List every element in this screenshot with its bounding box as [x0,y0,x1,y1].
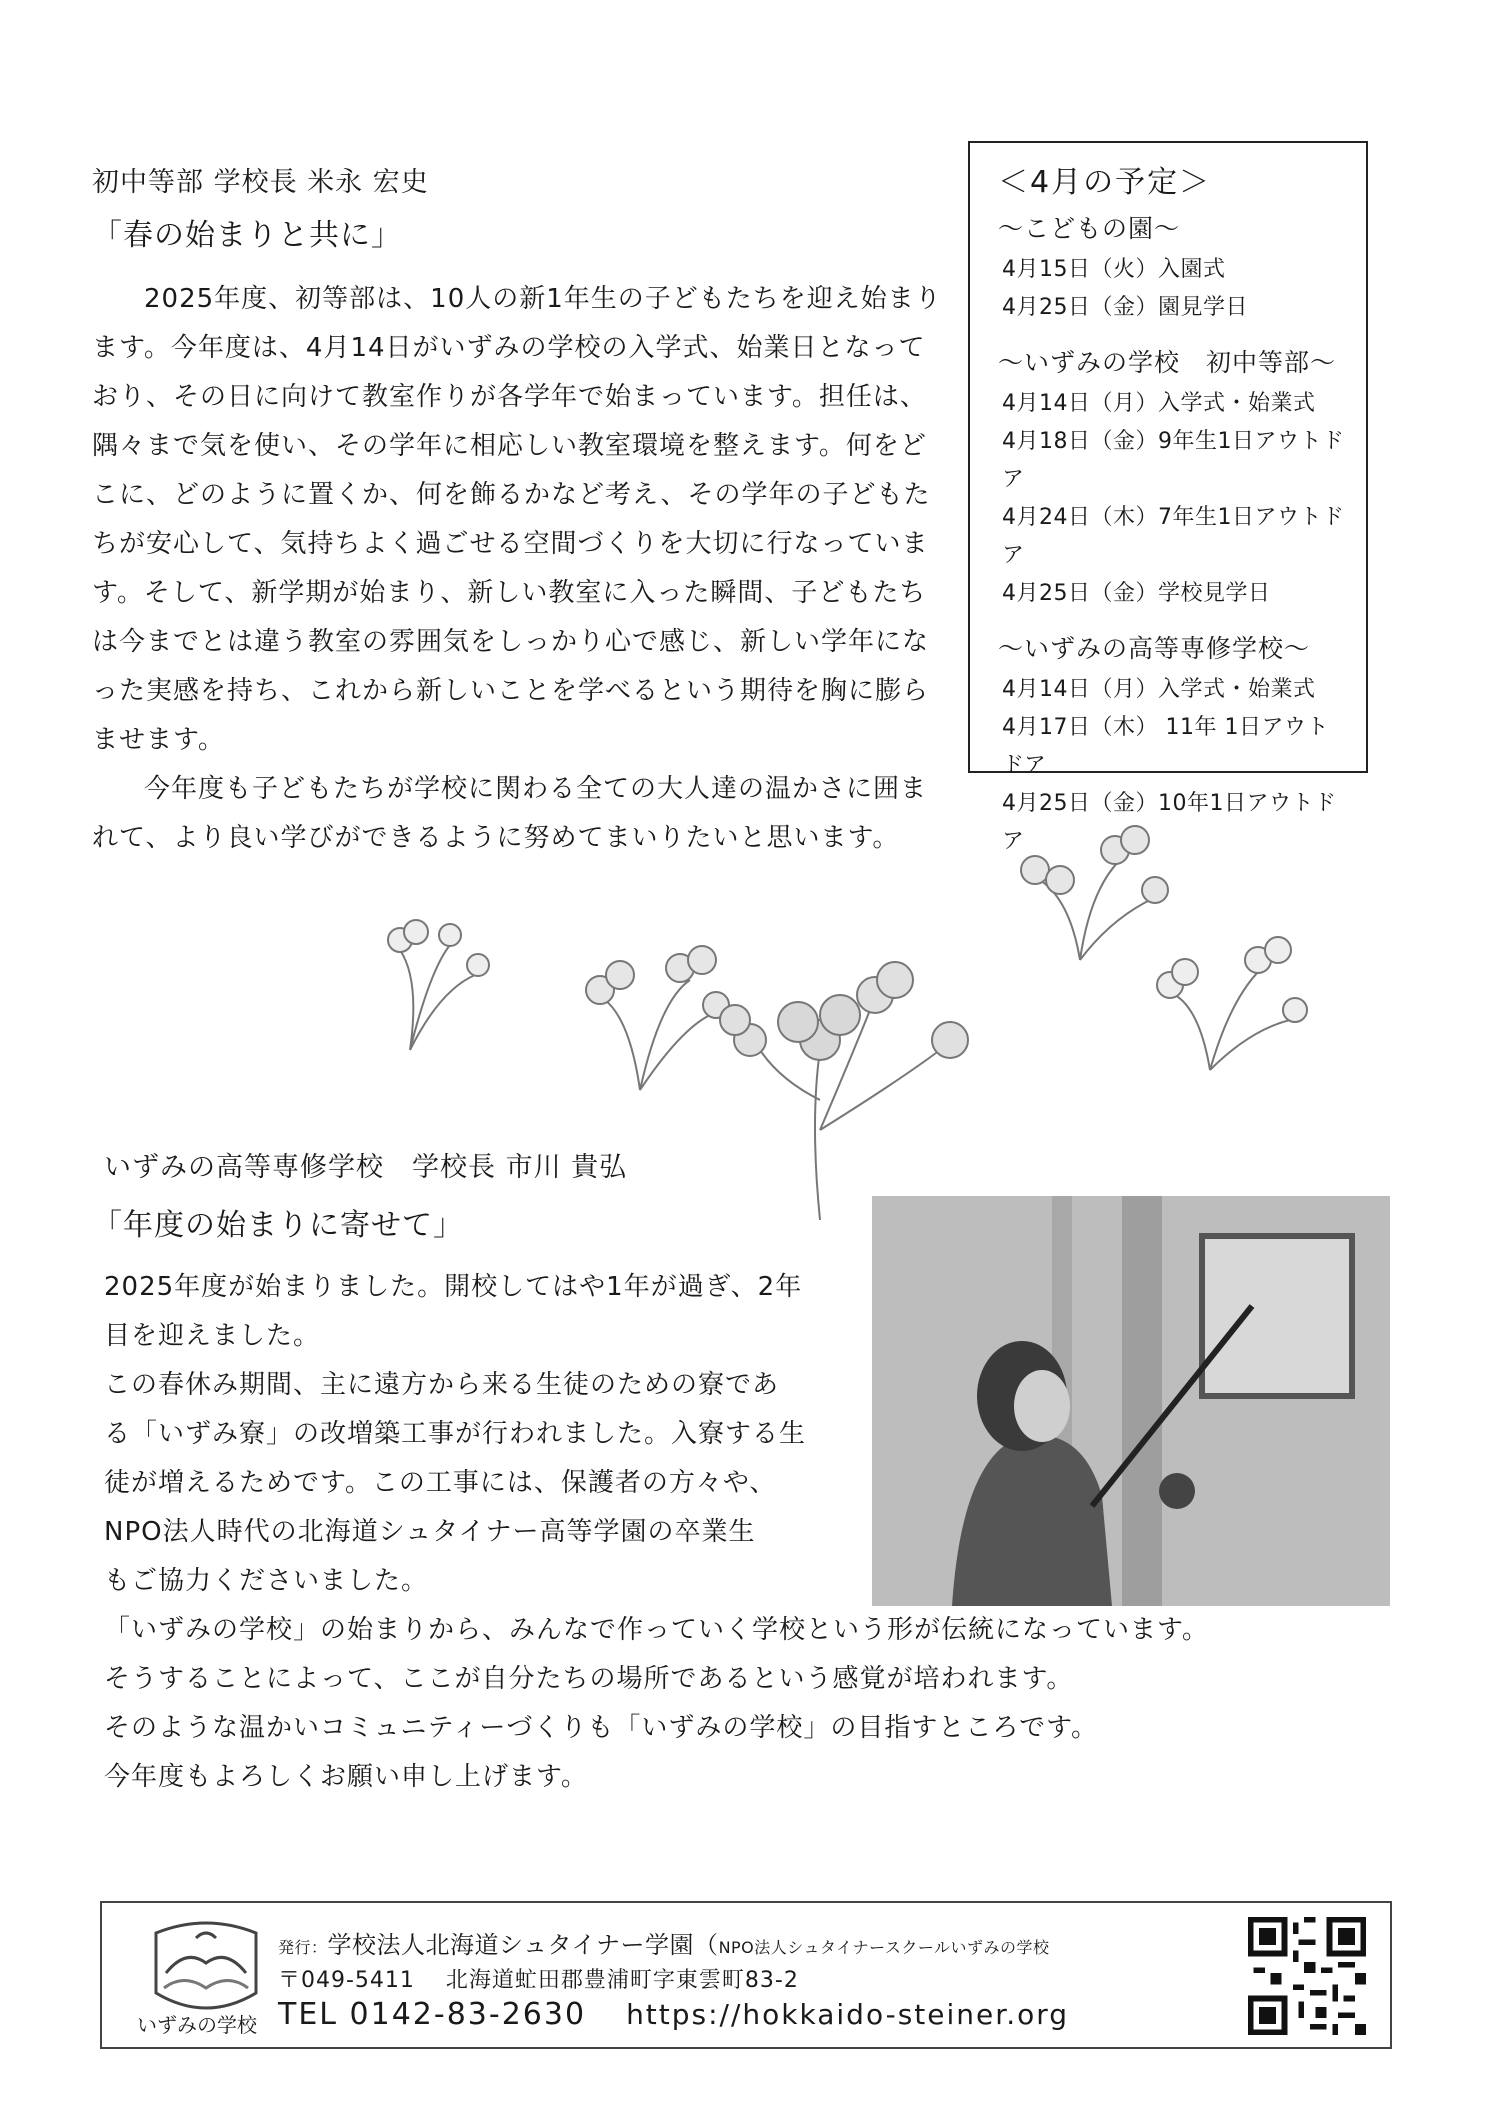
schedule-item: 4月24日（木）7年生1日アウトドア [1002,505,1345,568]
publisher-sub: NPO法人シュタイナースクールいずみの学校 [718,1938,1050,1957]
schedule-title: ＜4月の予定＞ [998,165,1212,200]
schedule-group-heading: ～いずみの高等専修学校～ [998,634,1311,663]
section2-line: そうすることによって、ここが自分たちの場所であるという感覚が培われます。 [104,1664,1074,1694]
section1-paragraph: 2025年度、初等部は、10人の新1年生の子どもたちを迎え始まります。今年度は、4月14日がいずみの学校の入学式、始業日となっており、その日に向けて教室作りが各学年で始まっています。担任は、隅々まで気を使い、その学年に相応しい教室環境を整えます。何をどこに、どのように置くか、何を飾るかなど考え、その学年の子どもたちが安心して、気持ちよく過ごせる空間づくりを大切に行なっています。そして、新学期が始まり、新しい教室に入った瞬間、子どもたちは今までとは違う教室の雰囲気をしっかり心で感じ、新しい学年になった実感を持ち、これから新しいことを学べるという期待を胸に膨らませます。 [92,284,942,755]
schedule-item: 4月14日（月）入学式・始業式 [1002,677,1316,702]
schedule-group-heading: ～こどもの園～ [998,214,1181,243]
section2-line: 「いずみの学校」の始まりから、みんなで作っていく学校という形が伝統になっています。 [104,1615,1209,1645]
section1-paragraph: 今年度も子どもたちが学校に関わる全ての大人達の温かさに囲まれて、より良い学びができるように努めてまいりたいと思います。 [92,774,928,853]
section2-line: もご協力くださいました。 [104,1566,429,1596]
schedule-item: 4月25日（金）園見学日 [1002,295,1248,320]
publisher-line [278,1925,1050,1960]
schedule-item: 4月18日（金）9年生1日アウトドア [1002,429,1345,492]
section2-line: 今年度もよろしくお願い申し上げます。 [104,1762,588,1792]
section2-line: る「いずみ寮」の改増築工事が行われました。入寮する生 [104,1419,807,1449]
section2-line: そのような温かいコミュニティーづくりも「いずみの学校」の目指すところです。 [104,1713,1099,1743]
section2-line: この春休み期間、主に遠方から来る生徒のための寮であ [104,1370,780,1400]
section2-author: いずみの高等専修学校 学校長 市川 貴弘 [104,1152,628,1183]
contact-line [278,1997,1069,2032]
section2-line: 目を迎えました。 [104,1321,321,1351]
schedule-item: 4月25日（金）学校見学日 [1002,581,1271,606]
schedule-item: 4月15日（火）入園式 [1002,257,1226,282]
publisher-label: 発行： [278,1938,328,1957]
schedule-group-kodomo [998,207,1346,327]
section1-title: 「春の始まりと共に」 [92,218,402,253]
telephone: TEL 0142-83-2630 [278,1997,587,2032]
address: 〒049-5411 北海道虻田郡豊浦町字東雲町83-2 [278,1968,799,1993]
section2-title: 「年度の始まりに寄せて」 [92,1208,464,1243]
website-link[interactable]: https://hokkaido-steiner.org [626,1998,1070,2031]
section2-body [104,1263,1274,1802]
section2-line: NPO法人時代の北海道シュタイナー高等学園の卒業生 [104,1517,756,1547]
section2-line: 徒が増えるためです。この工事には、保護者の方々や、 [104,1468,777,1498]
april-schedule-box [968,141,1368,854]
section1-body [92,275,952,863]
publisher-name: 学校法人北海道シュタイナー学園（ [327,1931,719,1959]
logo-text: いずみの学校 [137,2013,257,2037]
section1-author: 初中等部 学校長 米永 宏史 [92,167,429,198]
schedule-item: 4月25日（金）10年1日アウトドア [1002,791,1337,854]
schedule-group-heading: ～いずみの学校 初中等部～ [998,348,1337,377]
publisher-footer [100,1901,1392,2049]
qr-code-icon[interactable] [1248,1917,1366,2035]
schedule-item: 4月17日（木） 11年 1日アウトドア [1002,715,1329,778]
schedule-item: 4月14日（月）入学式・始業式 [1002,391,1316,416]
section2-line: 2025年度が始まりました。開校してはや1年が過ぎ、2年 [104,1272,803,1302]
schedule-group-elementary [998,341,1346,613]
